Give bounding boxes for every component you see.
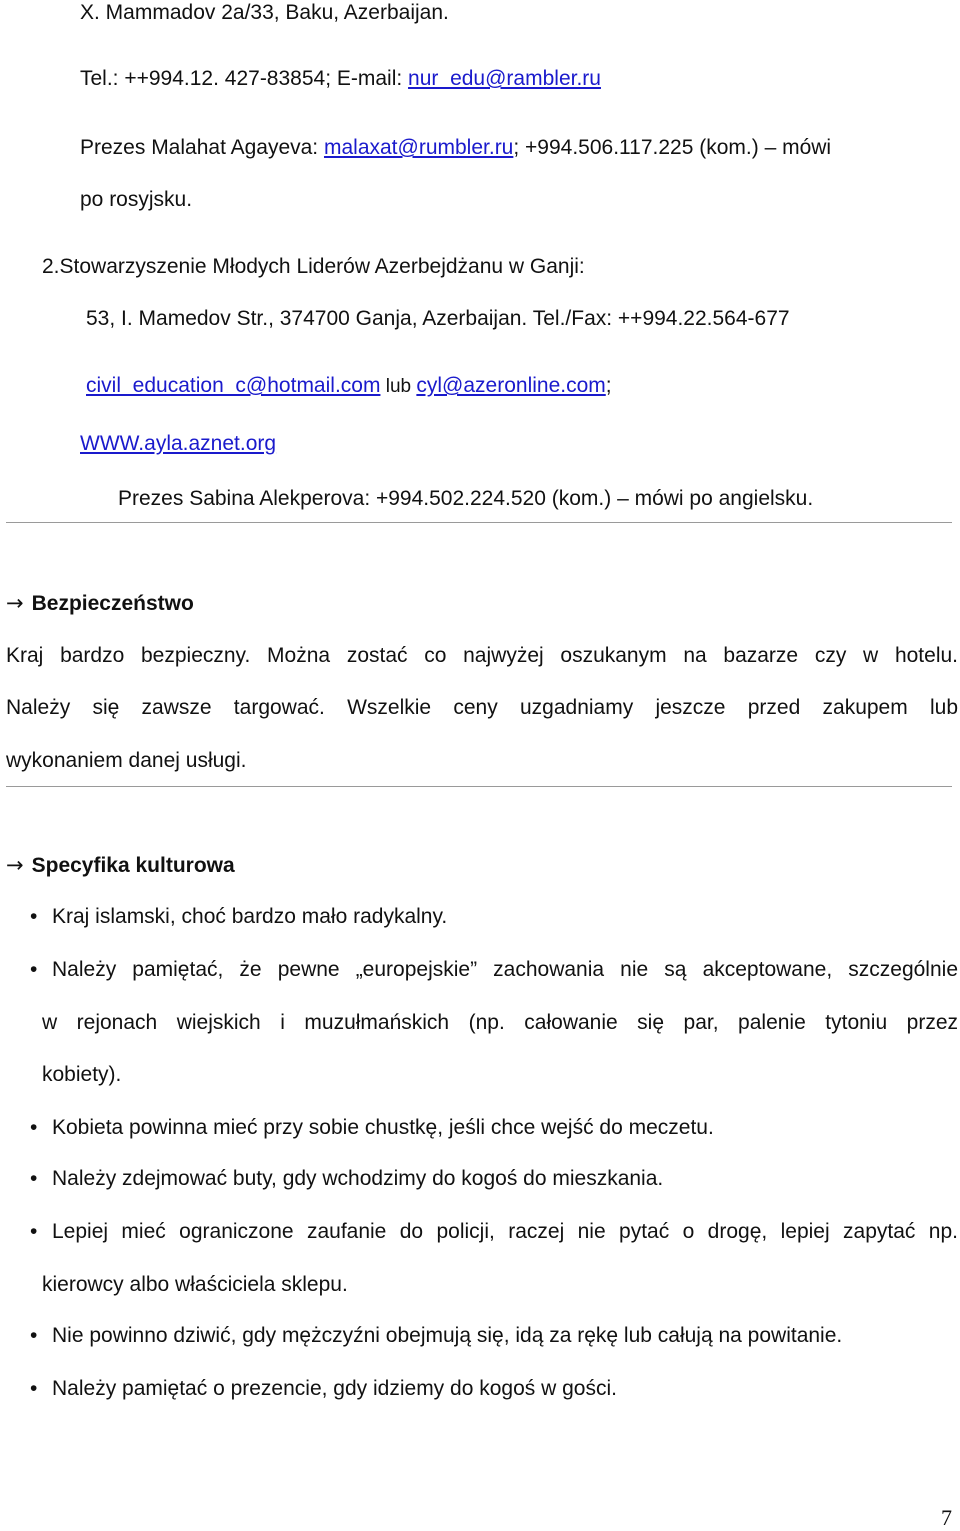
safety-line-3: wykonaniem danej usługi. (6, 749, 247, 772)
bullet-icon: • (30, 1116, 38, 1139)
list-item: Lepiej mieć ograniczone zaufanie do policji, raczej nie pytać o drogę, lepiej zapytać np. (52, 1220, 958, 1243)
page-number: 7 (941, 1505, 952, 1530)
divider-1 (6, 522, 952, 523)
bullet-icon: • (30, 1324, 38, 1347)
tel-email-line: Tel.: ++994.12. 427-83854; E-mail: nur_edu@rambler.ru (80, 67, 601, 90)
bullet-icon: • (30, 1220, 38, 1243)
list-item-continuation: kobiety). (42, 1063, 122, 1086)
list-item-continuation: w rejonach wiejskich i muzułmańskich (np. całowanie się par, palenie tytoniu przez (42, 1011, 958, 1034)
org2-emails: civil_education_c@hotmail.com lub cyl@azeronline.com; (86, 374, 612, 397)
safety-line-1: Kraj bardzo bezpieczny. Można zostać co najwyżej oszukanym na bazarze czy w hotelu. (6, 644, 958, 667)
safety-heading: → Bezpieczeństwo (6, 591, 194, 615)
bullet-icon: • (30, 1377, 38, 1400)
bullet-icon: • (30, 905, 38, 928)
president1-continuation: po rosyjsku. (80, 188, 193, 211)
email-link-malaxat[interactable]: malaxat@rumbler.ru (323, 136, 514, 159)
email-link-nur-edu[interactable]: nur_edu@rambler.ru (408, 67, 601, 90)
org2-title: 2.Stowarzyszenie Młodych Liderów Azerbejdżanu w Ganji: (42, 255, 585, 278)
org2-address: 53, I. Mamedov Str., 374700 Ganja, Azerbaijan. Tel./Fax: ++994.22.564-677 (86, 307, 790, 330)
safety-line-2: Należy się zawsze targować. Wszelkie ceny uzgadniamy jeszcze przed zakupem lub (6, 696, 958, 719)
email-link-cyl[interactable]: cyl@azeronline.com (416, 374, 606, 397)
bullet-icon: • (30, 958, 38, 981)
list-item: Należy pamiętać o prezencie, gdy idziemy do kogoś w gości. (52, 1377, 617, 1400)
president2-line: Prezes Sabina Alekperova: +994.502.224.520 (kom.) – mówi po angielsku. (118, 487, 814, 510)
list-item-continuation: kierowcy albo właściciela sklepu. (42, 1273, 348, 1296)
list-item: Nie powinno dziwić, gdy mężczyźni obejmują się, idą za rękę lub całują na powitanie. (52, 1324, 843, 1347)
list-item: Należy pamiętać, że pewne „europejskie” zachowania nie są akceptowane, szczególnie (52, 958, 958, 981)
divider-2 (6, 786, 952, 787)
list-item: Kobieta powinna mieć przy sobie chustkę, jeśli chce wejść do meczetu. (52, 1116, 714, 1139)
arrow-right-icon: → (6, 591, 24, 615)
website-link-ayla[interactable]: WWW.ayla.aznet.org (80, 432, 277, 455)
list-item: Kraj islamski, choć bardzo mało radykalny. (52, 905, 448, 928)
org2-website (80, 431, 276, 457)
arrow-right-icon: → (6, 853, 24, 877)
list-item: Należy zdejmować buty, gdy wchodzimy do kogoś do mieszkania. (52, 1167, 664, 1190)
address-line: X. Mammadov 2a/33, Baku, Azerbaijan. (80, 1, 449, 24)
bullet-icon: • (30, 1167, 38, 1190)
email-link-civil-education[interactable]: civil_education_c@hotmail.com (86, 374, 381, 397)
culture-heading: → Specyfika kulturowa (6, 853, 235, 877)
president1-line: Prezes Malahat Agayeva: malaxat@rumbler.ru; +994.506.117.225 (kom.) – mówi (80, 136, 832, 159)
